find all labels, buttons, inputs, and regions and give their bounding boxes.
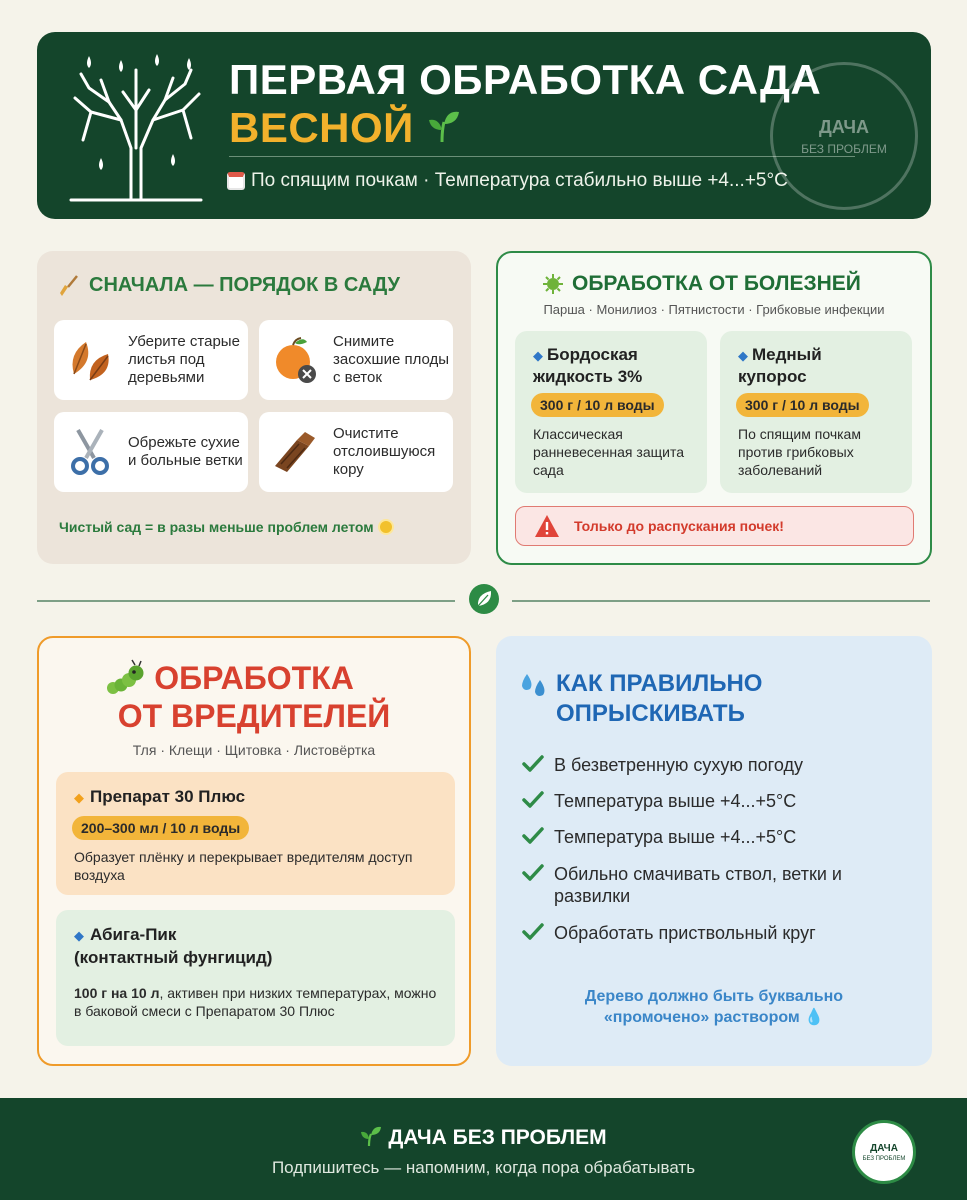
spraying-guide-card xyxy=(496,636,932,1066)
bark-icon xyxy=(269,426,321,478)
dose-badge: 300 г / 10 л воды xyxy=(531,393,664,417)
pest-product xyxy=(56,910,455,1046)
header-banner xyxy=(37,32,931,219)
product-name-line1: Бордоская xyxy=(547,345,638,364)
disease-subtitle: Парша · Монилиоз · Пятнистости · Грибковые инфекции xyxy=(543,302,885,317)
tree-icon xyxy=(61,50,211,206)
order-item xyxy=(54,412,248,492)
order-item xyxy=(54,320,248,400)
product-dose-bold: 100 г на 10 л xyxy=(74,985,160,1001)
section-divider-left xyxy=(37,600,455,602)
water-drops-icon xyxy=(518,672,550,700)
dose-badge: 200–300 мл / 10 л воды xyxy=(72,816,249,840)
check-icon xyxy=(522,826,544,846)
order-item xyxy=(259,412,453,492)
brand-logo xyxy=(852,1120,916,1184)
spraying-title-line2: ОПРЫСКИВАТЬ xyxy=(556,700,745,727)
check-icon xyxy=(522,790,544,810)
product-description: По спящим почкам против грибковых заболеваний xyxy=(738,426,861,478)
product-name xyxy=(74,786,245,809)
warning-banner xyxy=(515,506,914,546)
product-description xyxy=(74,984,444,1020)
brand-logo-line2: БЕЗ ПРОБЛЕМ xyxy=(862,1155,906,1162)
diamond-icon: ◆ xyxy=(738,348,748,363)
product-name xyxy=(533,344,642,387)
checklist-item xyxy=(522,790,894,812)
product-name-line2: жидкость 3% xyxy=(533,367,643,386)
diamond-icon: ◆ xyxy=(74,928,84,943)
header-subtitle xyxy=(227,170,788,192)
pest-treatment-card xyxy=(37,636,471,1066)
garden-order-title-text: СНАЧАЛА — ПОРЯДОК В САДУ xyxy=(89,274,400,296)
sprout-icon xyxy=(427,108,461,144)
spraying-title xyxy=(556,669,762,729)
product-name-line2: (контактный фунгицид) xyxy=(74,948,273,967)
spraying-title-line1: КАК ПРАВИЛЬНО xyxy=(556,670,763,697)
garden-order-note-text: Чистый сад = в разы меньше проблем летом xyxy=(59,519,374,535)
stamp-line2: БЕЗ ПРОБЛЕМ xyxy=(801,141,887,156)
checklist-item xyxy=(522,863,894,907)
check-icon xyxy=(522,922,544,942)
order-item-text: Снимите засохшие плоды с веток xyxy=(333,333,450,386)
leaves-icon xyxy=(64,334,116,386)
warning-icon xyxy=(534,514,560,538)
header-subtitle-text: По спящим почкам · Температура стабильно выше +4...+5°C xyxy=(251,170,788,191)
spraying-note xyxy=(496,986,932,1028)
leaf-divider-icon xyxy=(469,584,499,614)
order-item-text: Обрежьте сухие и больные ветки xyxy=(128,434,243,469)
section-divider-right xyxy=(512,600,930,602)
virus-icon xyxy=(542,273,564,295)
water-drop-icon: 💧 xyxy=(804,1009,825,1026)
calendar-icon xyxy=(227,172,245,190)
product-description: Образует плёнку и перекрывает вредителям доступ воздуха xyxy=(74,849,413,883)
scissors-icon xyxy=(64,426,116,478)
watermark-stamp xyxy=(770,62,918,210)
warning-text: Только до распускания почек! xyxy=(574,518,784,534)
order-item xyxy=(259,320,453,400)
dose-badge: 300 г / 10 л воды xyxy=(736,393,869,417)
product-name-line1: Медный xyxy=(752,345,822,364)
pest-subtitle: Тля · Клещи · Щитовка · Листовёртка xyxy=(132,742,376,758)
disease-treatment-card xyxy=(496,251,932,565)
checklist-item-text: В безветренную сухую погоду xyxy=(554,755,803,775)
broom-icon xyxy=(59,275,79,297)
checklist-item xyxy=(522,754,894,776)
sun-icon xyxy=(380,521,392,533)
footer-title-text: ДАЧА БЕЗ ПРОБЛЕМ xyxy=(388,1126,607,1149)
product-description: Классическая ранневесенная защита сада xyxy=(533,426,684,478)
pest-title-line2: ОТ ВРЕДИТЕЛЕЙ xyxy=(117,698,391,734)
product-name xyxy=(738,344,822,387)
diamond-icon: ◆ xyxy=(74,790,84,805)
page-title-line1: ПЕРВАЯ ОБРАБОТКА САДА xyxy=(229,56,822,103)
pest-title-line1: ОБРАБОТКА xyxy=(154,660,354,696)
checklist-item-text: Температура выше +4...+5°C xyxy=(554,791,797,811)
spraying-note-line1: Дерево должно быть буквально xyxy=(584,988,844,1005)
order-item-text: Очистите отслоившуюся кору xyxy=(333,425,436,478)
disease-title xyxy=(542,272,861,296)
order-item-text: Уберите старые листья под деревьями xyxy=(128,333,240,386)
disease-product xyxy=(720,331,912,493)
product-name-text: Препарат 30 Плюс xyxy=(90,787,246,806)
checklist-item-text: Температура выше +4...+5°C xyxy=(554,827,797,847)
product-name-line1: Абига-Пик xyxy=(90,925,177,944)
checklist-item xyxy=(522,826,894,848)
header-divider xyxy=(229,156,855,157)
fruit-icon xyxy=(269,334,321,386)
check-icon xyxy=(522,754,544,774)
checklist-item xyxy=(522,922,894,944)
checklist-item-text: Обильно смачивать ствол, ветки и развилки xyxy=(554,864,842,906)
garden-order-note xyxy=(59,519,392,535)
sprout-icon xyxy=(360,1125,382,1147)
garden-order-title xyxy=(59,274,400,297)
spraying-note-line2: «промочено» раствором xyxy=(603,1009,800,1026)
garden-order-card xyxy=(37,251,471,564)
product-name xyxy=(74,924,272,969)
footer-subtitle: Подпишитесь — напомним, когда пора обрабатывать xyxy=(271,1158,696,1177)
disease-product xyxy=(515,331,707,493)
pest-product xyxy=(56,772,455,895)
diamond-icon: ◆ xyxy=(533,348,543,363)
footer-title xyxy=(0,1125,967,1150)
brand-logo-line1: ДАЧА xyxy=(870,1142,898,1154)
footer-banner xyxy=(0,1098,967,1200)
stamp-line1: ДАЧА xyxy=(818,116,870,137)
product-name-line2: купорос xyxy=(738,367,807,386)
page-title-line2: ВЕСНОЙ xyxy=(229,104,414,151)
check-icon xyxy=(522,863,544,883)
checklist-item-text: Обработать приствольный круг xyxy=(554,923,816,943)
product-description-text: , активен при низких температурах, можно в баковой смеси с Препаратом 30 Плюс xyxy=(74,985,437,1019)
disease-title-text: ОБРАБОТКА ОТ БОЛЕЗНЕЙ xyxy=(572,272,861,295)
